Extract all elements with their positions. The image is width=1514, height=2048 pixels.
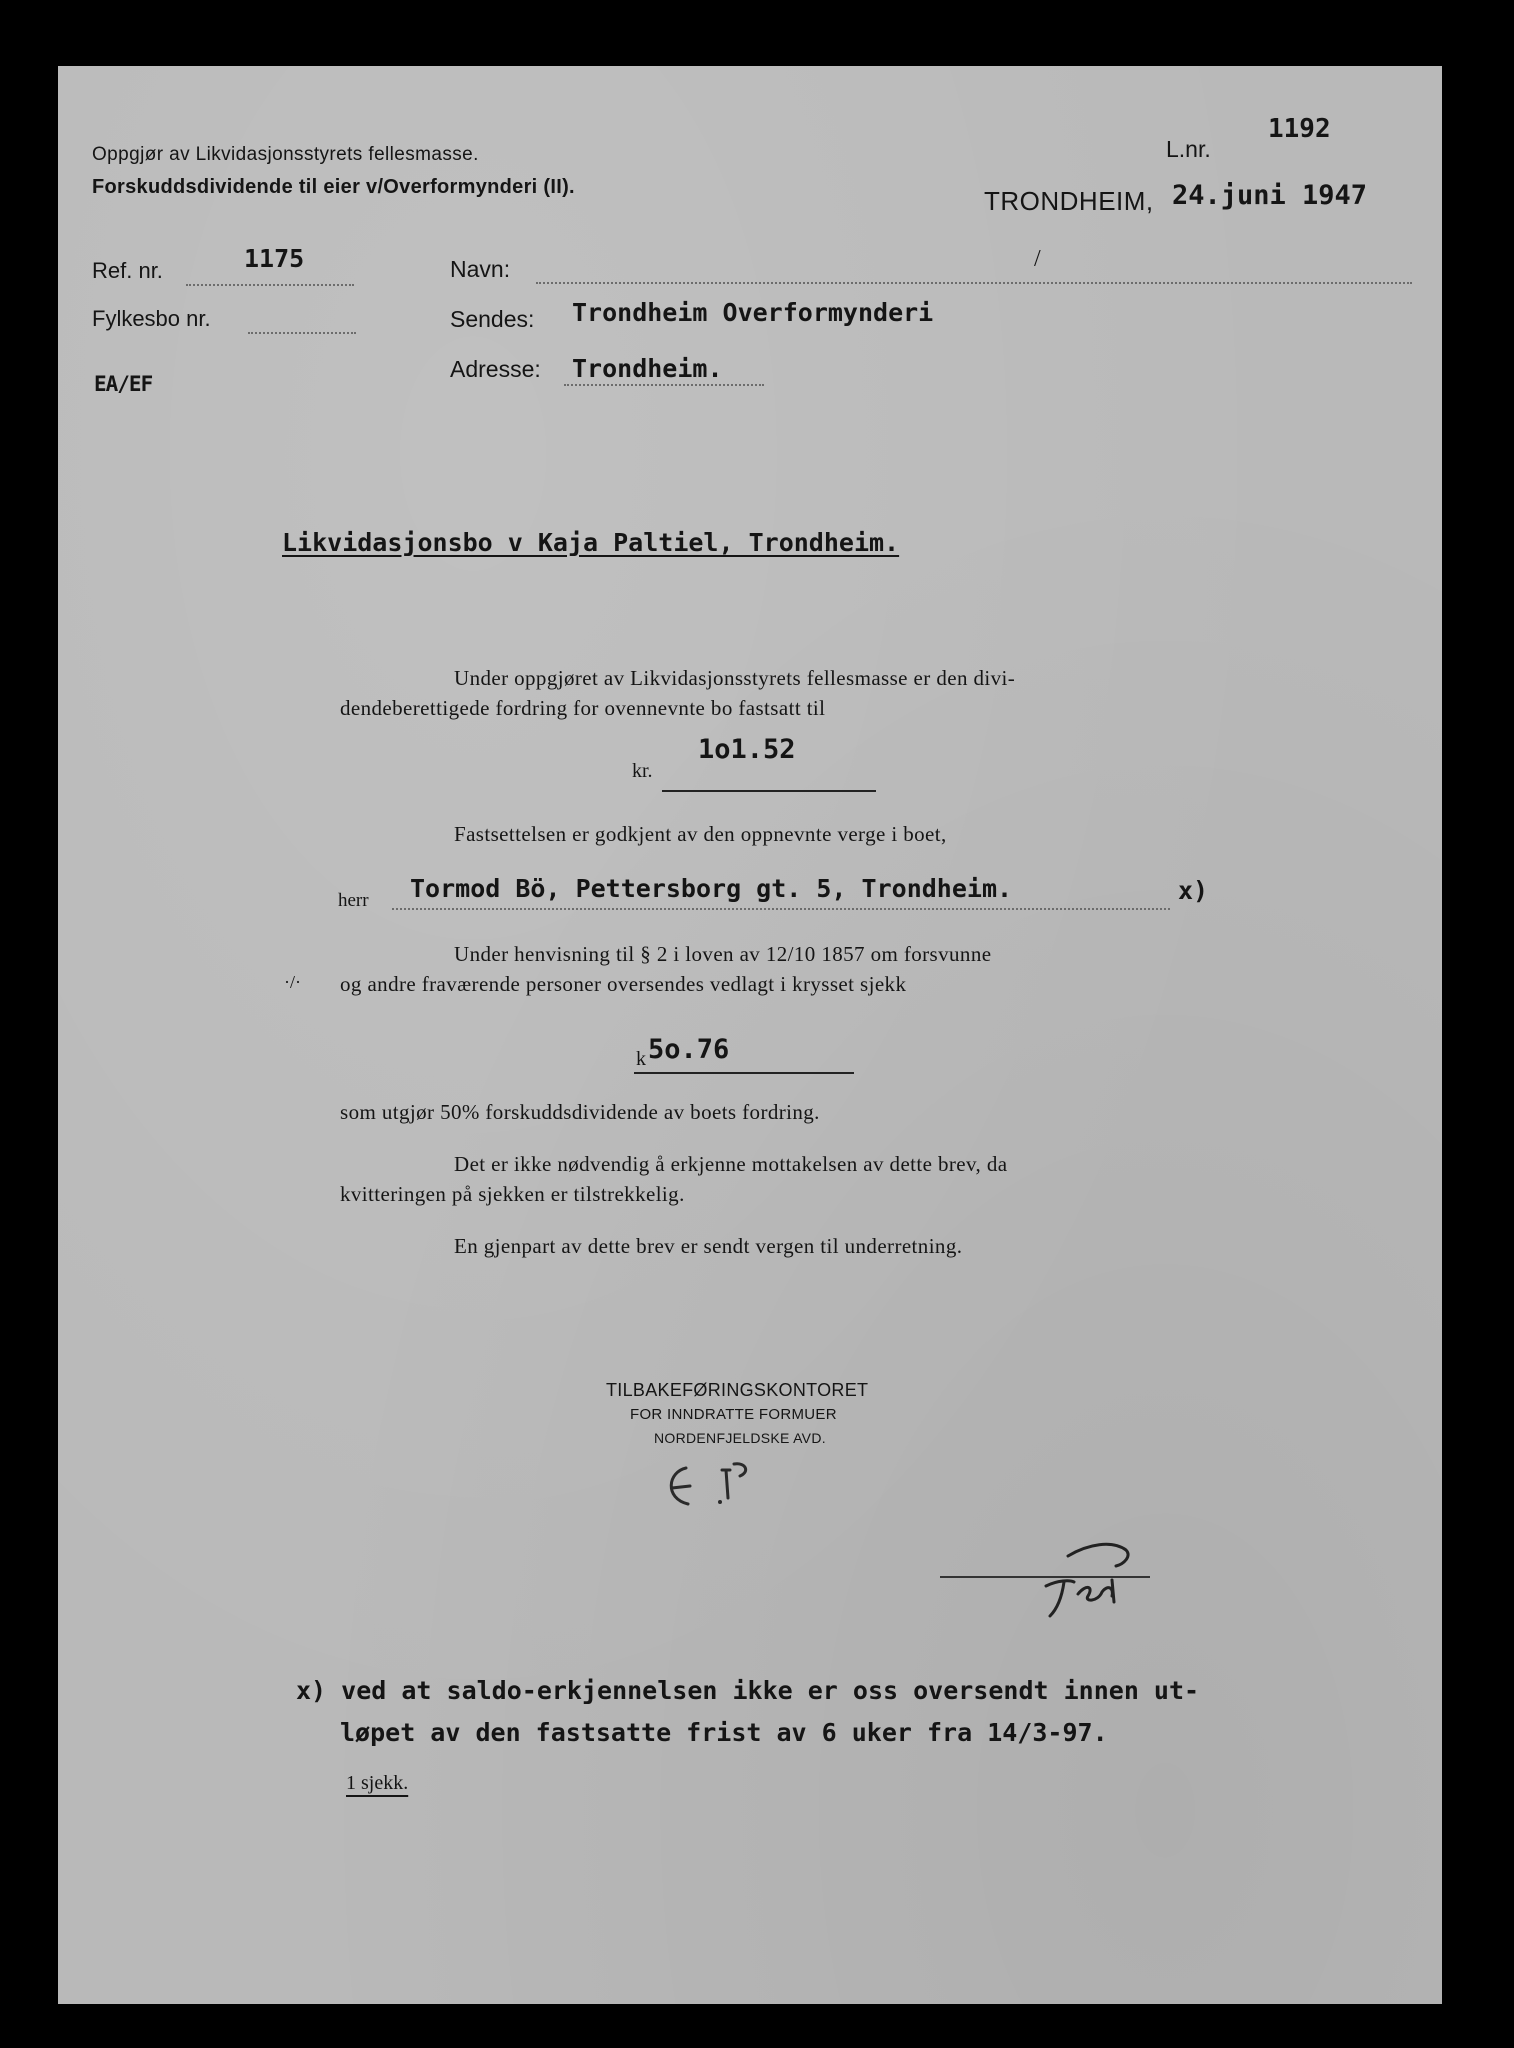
- para3-line2: og andre fraværende personer oversendes vedlagt i krysset sjekk: [340, 972, 907, 996]
- adresse-label: Adresse:: [450, 356, 541, 382]
- para1-line2: dendeberettigede fordring for ovennevnte bo fastsatt til: [340, 696, 826, 720]
- para1-line1: Under oppgjøret av Likvidasjonsstyrets fellesmasse er den divi-: [454, 666, 1016, 690]
- footnote-line1: x) ved at saldo-erkjennelsen ikke er oss oversendt innen ut-: [296, 1676, 1200, 1705]
- letter-page: [58, 66, 1442, 2004]
- footnote-line2: løpet av den fastsatte frist av 6 uker fra 14/3-97.: [340, 1718, 1108, 1747]
- para5-line2: kvitteringen på sjekken er tilstrekkelig.: [340, 1182, 685, 1206]
- amount2-prefix: k: [636, 1048, 646, 1070]
- lnr-label: L.nr.: [1166, 136, 1211, 162]
- header-title-line2: Forskuddsdividende til eier v/Overformynderi (II).: [92, 176, 575, 198]
- office-name-line3: NORDENFJELDSKE AVD.: [654, 1430, 826, 1446]
- herr-label: herr: [338, 890, 369, 911]
- ref-value: 1175: [244, 244, 305, 273]
- fylkesbo-dotted-line: [248, 332, 356, 334]
- initials: EA/EF: [94, 372, 153, 396]
- amount1-prefix: kr.: [632, 760, 653, 782]
- fylkesbo-label: Fylkesbo nr.: [92, 306, 211, 331]
- guardian-footnote-mark: x): [1178, 876, 1209, 905]
- amount2-value: 5o.76: [648, 1034, 730, 1065]
- guardian-dotted-line: [392, 908, 1170, 910]
- navn-slash-mark: /: [1034, 246, 1041, 272]
- amount2-underline: [634, 1072, 854, 1074]
- margin-mark: ·/·: [284, 972, 301, 992]
- header-title-line1: Oppgjør av Likvidasjonsstyrets fellesmasse.: [92, 144, 479, 165]
- handwritten-signature: [1028, 1536, 1158, 1626]
- office-name-line2: FOR INNDRATTE FORMUER: [630, 1406, 837, 1423]
- adresse-value: Trondheim.: [572, 354, 723, 383]
- place: TRONDHEIM,: [984, 186, 1154, 216]
- initials-signature: [658, 1454, 798, 1524]
- enclosure-note: 1 sjekk.: [346, 1772, 409, 1794]
- office-name-line1: TILBAKEFØRINGSKONTORET: [606, 1380, 869, 1400]
- para2: Fastsettelsen er godkjent av den oppnevnte verge i boet,: [454, 822, 947, 846]
- navn-label: Navn:: [450, 256, 511, 282]
- sendes-value: Trondheim Overformynderi: [572, 298, 934, 327]
- adresse-dotted-line: [564, 384, 764, 386]
- para3-line1: Under henvisning til § 2 i loven av 12/10 1857 om forsvunne: [454, 942, 992, 966]
- sendes-label: Sendes:: [450, 306, 535, 332]
- amount1-underline: [662, 790, 876, 792]
- guardian-name: Tormod Bö, Pettersborg gt. 5, Trondheim.: [410, 874, 1013, 903]
- letter-date: 24.juni 1947: [1172, 180, 1368, 211]
- ref-dotted-line: [186, 284, 354, 286]
- lnr-value: 1192: [1268, 114, 1331, 144]
- navn-dotted-line: [536, 282, 1412, 284]
- para5-line1: Det er ikke nødvendig å erkjenne mottakelsen av dette brev, da: [454, 1152, 1008, 1176]
- subject-line: Likvidasjonsbo v Kaja Paltiel, Trondheim.: [282, 528, 900, 557]
- para6: En gjenpart av dette brev er sendt vergen til underretning.: [454, 1234, 963, 1258]
- ref-label: Ref. nr.: [92, 258, 163, 283]
- amount1-value: 1o1.52: [698, 734, 796, 765]
- para4: som utgjør 50% forskuddsdividende av boets fordring.: [340, 1100, 820, 1124]
